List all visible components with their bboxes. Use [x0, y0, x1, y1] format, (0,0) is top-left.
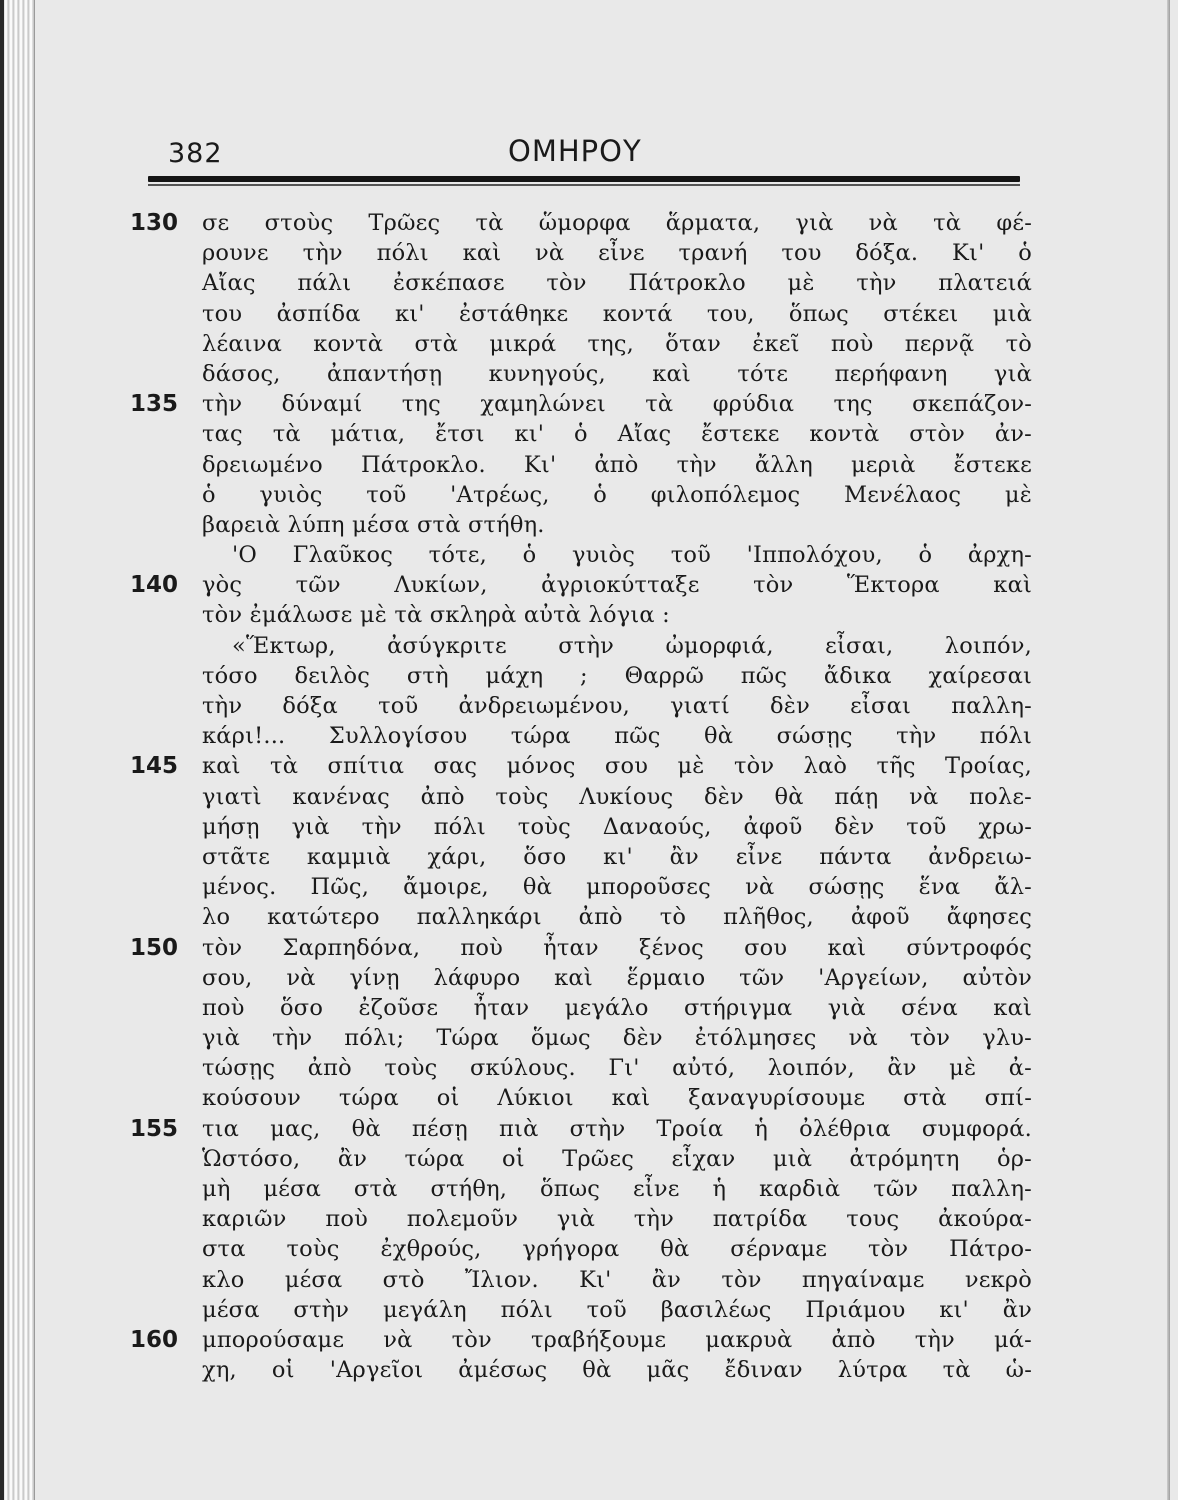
line-text: 'Ο Γλαῦκος τότε, ὁ γυιὸς τοῦ 'Ιππολόχου, ὁ ἀρχη- — [232, 542, 1032, 569]
text-line — [130, 902, 1030, 932]
text-line — [130, 570, 1030, 600]
text-line — [130, 238, 1030, 268]
line-text: μήσῃ γιὰ τὴν πόλι τοὺς Δαναούς, ἀφοῦ δὲν τοῦ χρω- — [202, 813, 1032, 840]
line-text: στᾶτε καμμιὰ χάρι, ὅσο κι' ἂν εἶνε πάντα ἀνδρειω- — [202, 843, 1032, 870]
line-text: ρουνε τὴν πόλι καὶ νὰ εἶνε τρανή του δόξα. Κι' ὁ — [202, 240, 1032, 267]
header-rule — [148, 176, 1020, 182]
line-text: στα τοὺς ἐχθρούς, γρήγορα θὰ σέρναμε τὸν Πάτρο- — [202, 1236, 1032, 1263]
text-line — [130, 1234, 1030, 1264]
text-line — [130, 691, 1030, 721]
text-line — [130, 208, 1030, 238]
line-text: γιατὶ κανένας ἀπὸ τοὺς Λυκίους δὲν θὰ πάῃ νὰ πολε- — [202, 783, 1032, 810]
text-line — [130, 842, 1030, 872]
line-text: του ἀσπίδα κι' ἐστάθηκε κοντά του, ὅπως στέκει μιὰ — [202, 300, 1032, 327]
text-line — [130, 359, 1030, 389]
verse-number: 130 — [130, 210, 179, 236]
text-line — [130, 389, 1030, 419]
line-text: Ὡστόσο, ἂν τώρα οἱ Τρῶες εἶχαν μιὰ ἀτρόμητη ὁρ- — [202, 1145, 1032, 1172]
verse-number: 140 — [130, 572, 179, 599]
line-text: λο κατώτερο παλληκάρι ἀπὸ τὸ πλῆθος, ἀφοῦ ἄφησες — [202, 904, 1032, 931]
text-line — [130, 812, 1030, 842]
text-line — [130, 751, 1030, 781]
line-text: τόσο δειλὸς στὴ μάχη ; Θαρρῶ πῶς ἄδικα χαίρεσαι — [202, 662, 1032, 689]
line-text: Αἴας πάλι ἐσκέπασε τὸν Πάτροκλο μὲ τὴν πλατειά — [202, 270, 1032, 297]
line-text: σε στοὺς Τρῶες τὰ ὥμορφα ἅρματα, γιὰ νὰ τὰ φέ- — [202, 210, 1032, 236]
text-line — [130, 721, 1030, 751]
page-right-edge — [1167, 0, 1170, 1500]
line-text: κάρι!... Συλλογίσου τώρα πῶς θὰ σώσῃς τὴν πόλι — [202, 723, 1032, 750]
text-line — [130, 872, 1030, 902]
running-head: ΟΜΗΡΟΥ — [508, 134, 642, 168]
text-line — [130, 661, 1030, 691]
line-text: τια μας, θὰ πέσῃ πιὰ στὴν Τροία ἡ ὀλέθρια συμφορά. — [202, 1115, 1032, 1142]
line-text: δρειωμένο Πάτροκλο. Κι' ἀπὸ τὴν ἄλλη μεριὰ ἔστεκε — [202, 451, 1032, 478]
text-line — [130, 631, 1030, 661]
text-line — [130, 1114, 1030, 1144]
line-text: βαρειὰ λύπη μέσα στὰ στήθη. — [202, 511, 545, 538]
text-line — [130, 1295, 1030, 1325]
line-text: καριῶν ποὺ πολεμοῦν γιὰ τὴν πατρίδα τους ἀκούρα- — [202, 1206, 1032, 1233]
body-text — [130, 208, 1030, 1385]
verse-number: 135 — [130, 391, 179, 418]
text-line — [130, 450, 1030, 480]
text-line — [130, 268, 1030, 298]
text-line — [130, 1325, 1030, 1355]
line-text: τας τὰ μάτια, ἔτσι κι' ὁ Αἴας ἔστεκε κοντὰ στὸν ἀν- — [202, 421, 1032, 448]
text-line — [130, 419, 1030, 449]
text-line — [130, 993, 1030, 1023]
page-binding-edge — [0, 0, 35, 1500]
text-line — [130, 933, 1030, 963]
line-text: «Ἕκτωρ, ἀσύγκριτε στὴν ὠμορφιά, εἶσαι, λοιπόν, — [232, 632, 1032, 659]
text-line — [130, 1265, 1030, 1295]
line-text: μπορούσαμε νὰ τὸν τραβήξουμε μακρυὰ ἀπὸ τὴν μά- — [202, 1326, 1032, 1353]
text-line — [130, 1355, 1030, 1385]
page-number: 382 — [168, 138, 223, 169]
line-text: κλο μέσα στὸ Ἴλιον. Κι' ἂν τὸν πηγαίναμε νεκρὸ — [202, 1266, 1032, 1293]
line-text: κούσουν τώρα οἱ Λύκιοι καὶ ξαναγυρίσουμε στὰ σπί- — [202, 1085, 1032, 1112]
line-text: μέσα στὴν μεγάλη πόλι τοῦ βασιλέως Πριάμου κι' ἂν — [202, 1296, 1032, 1323]
verse-number: 160 — [130, 1326, 179, 1353]
text-line — [130, 480, 1030, 510]
line-text: γὸς τῶν Λυκίων, ἀγριοκύτταξε τὸν Ἕκτορα καὶ — [202, 572, 1032, 599]
text-line — [130, 540, 1030, 570]
verse-number: 155 — [130, 1115, 179, 1142]
line-text: μὴ μέσα στὰ στήθη, ὅπως εἶνε ἡ καρδιὰ τῶν παλλη- — [202, 1176, 1032, 1202]
text-line — [130, 1144, 1030, 1174]
text-line — [130, 329, 1030, 359]
line-text: σου, νὰ γίνῃ λάφυρο καὶ ἕρμαιο τῶν 'Αργείων, αὐτὸν — [202, 964, 1032, 991]
line-text: τὴν δόξα τοῦ ἀνδρειωμένου, γιατί δὲν εἶσαι παλλη- — [202, 693, 1032, 719]
verse-number: 145 — [130, 753, 179, 780]
text-line — [130, 782, 1030, 812]
line-text: καὶ τὰ σπίτια σας μόνος σου μὲ τὸν λαὸ τῆς Τροίας, — [202, 753, 1032, 780]
line-text: δάσος, ἀπαντήσῃ κυνηγούς, καὶ τότε περήφανη γιὰ — [202, 360, 1032, 387]
page-header — [148, 128, 1018, 178]
line-text: χη, οἱ 'Αργεῖοι ἀμέσως θὰ μᾶς ἔδιναν λύτρα τὰ ὡ- — [202, 1357, 1032, 1384]
line-text: ποὺ ὅσο ἐζοῦσε ἦταν μεγάλο στήριγμα γιὰ σένα καὶ — [202, 994, 1032, 1021]
line-text: μένος. Πῶς, ἄμοιρε, θὰ μποροῦσες νὰ σώσῃς ἕνα ἄλ- — [202, 874, 1032, 901]
line-text: λέαινα κοντὰ στὰ μικρά της, ὅταν ἐκεῖ ποὺ περνᾷ τὸ — [202, 330, 1032, 357]
line-text: τὸν Σαρπηδόνα, ποὺ ἦταν ξένος σου καὶ σύντροφός — [202, 934, 1032, 961]
text-line — [130, 1053, 1030, 1083]
text-line — [130, 299, 1030, 329]
header-rule-thin — [148, 184, 1020, 186]
line-text: τώσῃς ἀπὸ τοὺς σκύλους. Γι' αὐτό, λοιπόν, ἂν μὲ ἀ- — [202, 1055, 1032, 1082]
line-text: ὁ γυιὸς τοῦ 'Ατρέως, ὁ φιλοπόλεμος Μενέλαος μὲ — [202, 481, 1032, 508]
text-line — [130, 510, 1030, 540]
text-line — [130, 1174, 1030, 1204]
line-text: γιὰ τὴν πόλι; Τώρα ὅμως δὲν ἐτόλμησες νὰ τὸν γλυ- — [202, 1025, 1032, 1052]
text-line — [130, 1083, 1030, 1113]
text-line — [130, 1023, 1030, 1053]
line-text: τὴν δύναμί της χαμηλώνει τὰ φρύδια της σκεπάζον- — [202, 391, 1032, 418]
binding-shadow — [0, 0, 4, 1500]
verse-number: 150 — [130, 934, 179, 961]
text-line — [130, 963, 1030, 993]
text-line — [130, 1204, 1030, 1234]
text-line — [130, 600, 1030, 630]
line-text: τὸν ἐμάλωσε μὲ τὰ σκληρὰ αὐτὰ λόγια : — [202, 602, 670, 629]
